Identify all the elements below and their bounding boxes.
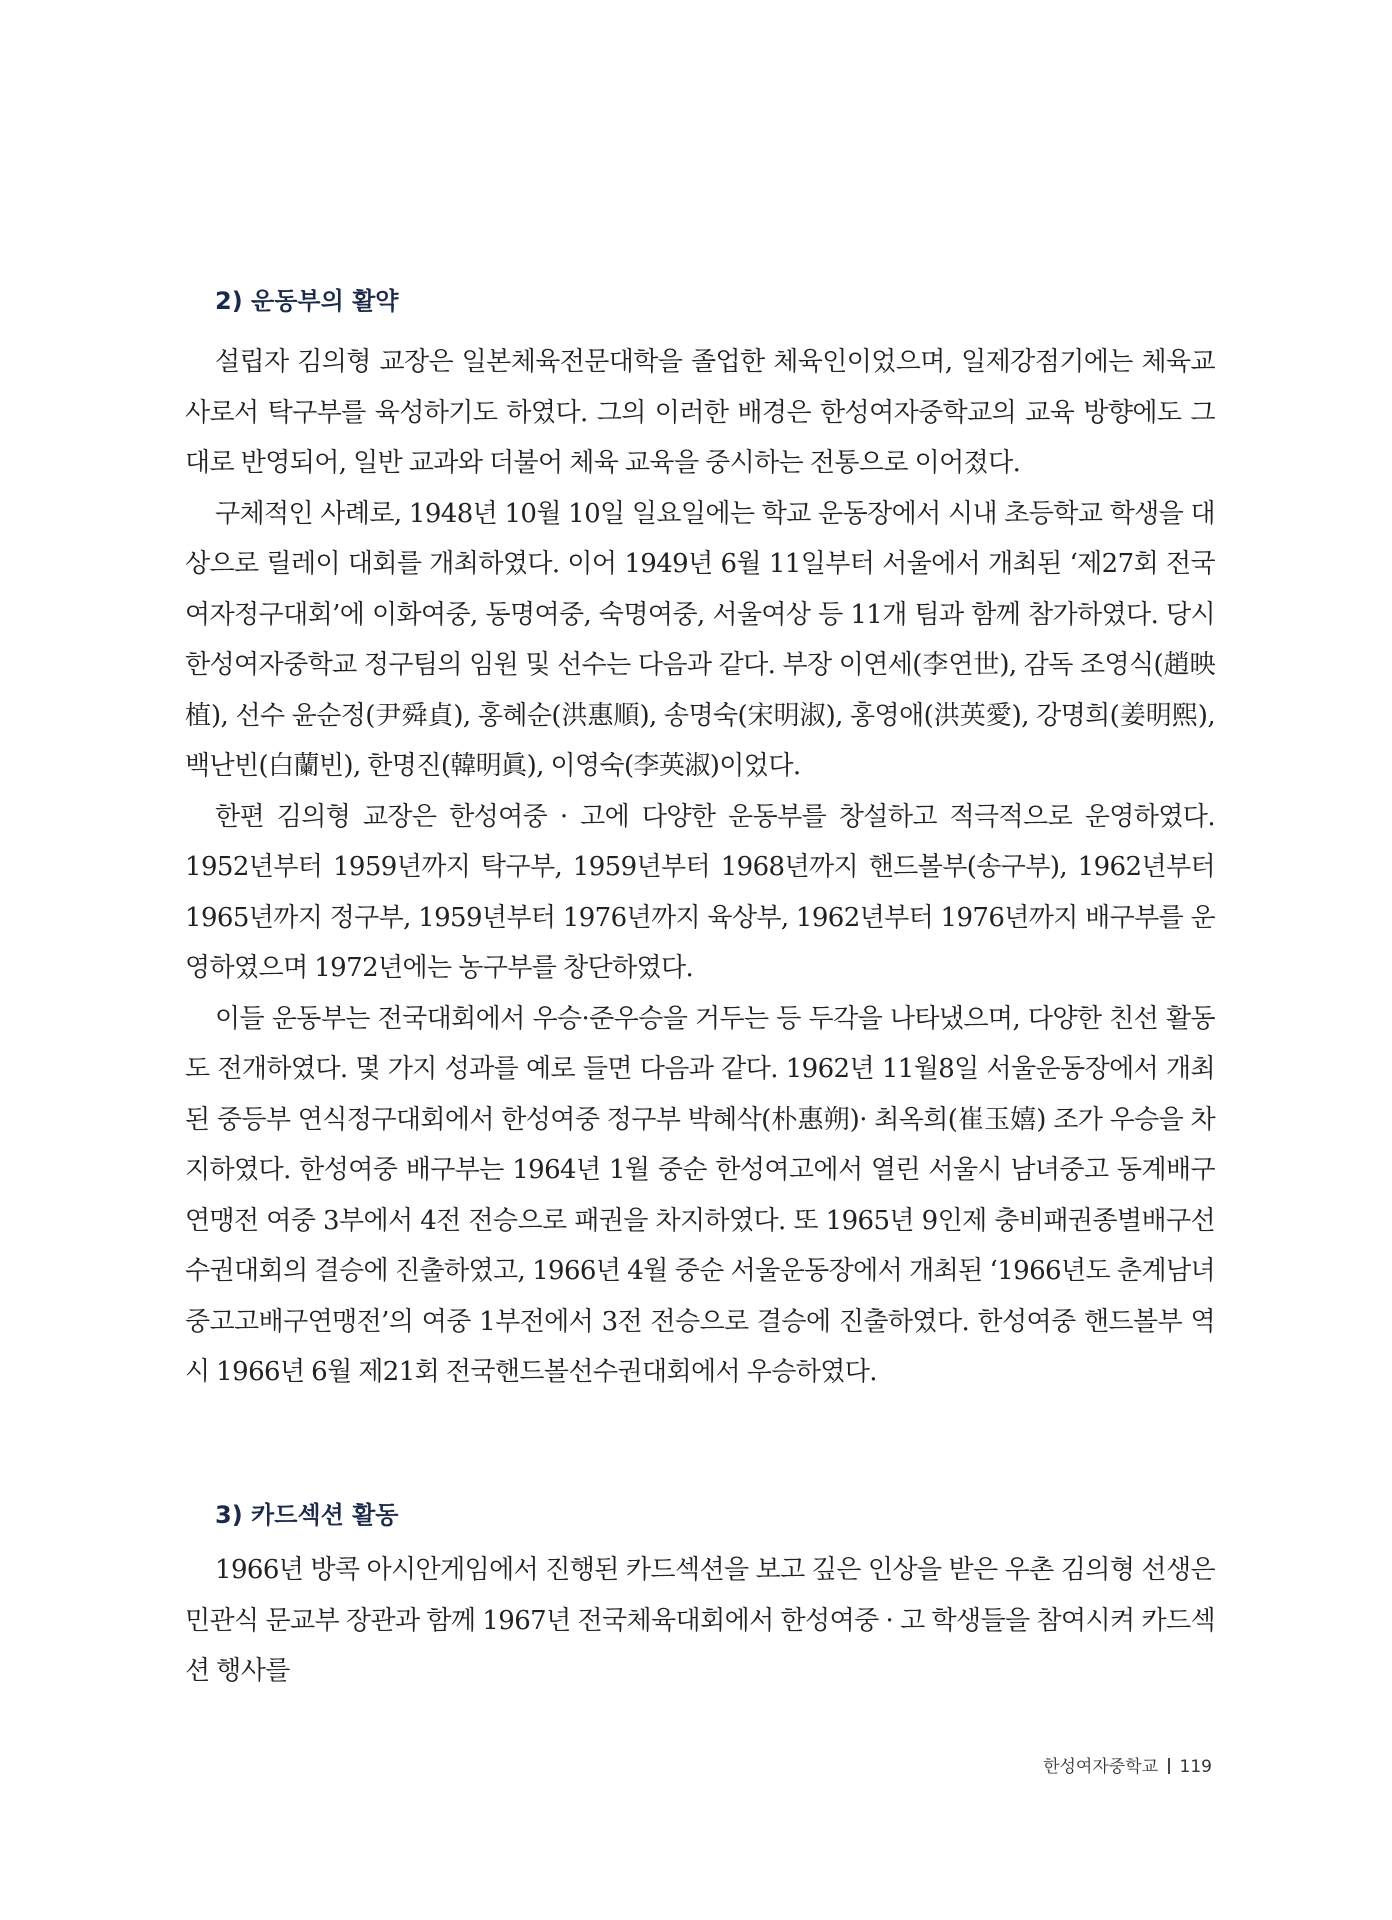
footer-school-name: 한성여자중학교: [1043, 1757, 1159, 1777]
paragraph: 1966년 방콕 아시안게임에서 진행된 카드섹션을 보고 깊은 인상을 받은 우촌 김의형 선생은 민관식 문교부 장관과 함께 1967년 전국체육대회에서 한성여중 · 고 학생들을 참여시켜 카드섹션 행사를: [185, 1555, 1215, 1686]
section-body-sports-clubs: [185, 337, 1215, 1398]
page-footer: [1043, 1755, 1212, 1779]
document-page: [185, 0, 1215, 1920]
paragraph: 이들 운동부는 전국대회에서 우승·준우승을 거두는 등 두각을 나타냈으며, 다양한 친선 활동도 전개하였다. 몇 가지 성과를 예로 들면 다음과 같다. 1962년 11월8일 서울운동장에서 개최된 중등부 연식정구대회에서 한성여중 정구부 박혜삭(朴惠朔)· 최옥희(崔玉嬉) 조가 우승을 차지하였다. 한성여중 배구부는 1964년 1월 중순 한성여고에서 열린 서울시 남녀중고 동계배구 연맹전 여중 3부에서 4전 전승으로 패권을 차지하였다. 또 1965년 9인제 충비패권종별배구선수권대회의 결승에 진출하였고, 1966년 4월 중순 서울운동장에서 개최된 ‘1966년도 춘계남녀중고고배구연맹전’의 여중 1부전에서 3전 전승으로 결승에 진출하였다. 한성여중 핸드볼부 역시 1966년 6월 제21회 전국핸드볼선수권대회에서 우승하였다.: [185, 1003, 1215, 1387]
footer-separator: [1168, 1758, 1170, 1774]
paragraph: 구체적인 사례로, 1948년 10월 10일 일요일에는 학교 운동장에서 시내 초등학교 학생을 대상으로 릴레이 대회를 개최하였다. 이어 1949년 6월 11일부터 서울에서 개최된 ‘제27회 전국여자정구대회’에 이화여중, 동명여중, 숙명여중, 서울여상 등 11개 팀과 함께 참가하였다. 당시 한성여자중학교 정구팀의 임원 및 선수는 다음과 같다. 부장 이연세(李연世), 감독 조영식(趙映植), 선수 윤순정(尹舜貞), 홍혜순(洪惠順), 송명숙(宋明淑), 홍영애(洪英愛), 강명희(姜明熙), 백난빈(白蘭빈), 한명진(韓明眞), 이영숙(李英淑)이었다.: [185, 498, 1215, 781]
paragraph: 한편 김의형 교장은 한성여중 · 고에 다양한 운동부를 창설하고 적극적으로 운영하였다. 1952년부터 1959년까지 탁구부, 1959년부터 1968년까지 핸드볼부(송구부), 1962년부터 1965년까지 정구부, 1959년부터 1976년까지 육상부, 1962년부터 1976년까지 배구부를 운영하였으며 1972년에는 농구부를 창단하였다.: [185, 801, 1215, 983]
section-body-card-section: [185, 1545, 1215, 1697]
section-heading-card-section: 3) 카드섹션 활동: [215, 1501, 399, 1529]
section-heading-sports-clubs: 2) 운동부의 활약: [215, 287, 399, 315]
page-number: 119: [1179, 1757, 1212, 1777]
paragraph: 설립자 김의형 교장은 일본체육전문대학을 졸업한 체육인이었으며, 일제강점기에는 체육교사로서 탁구부를 육성하기도 하였다. 그의 이러한 배경은 한성여자중학교의 교육 방향에도 그대로 반영되어, 일반 교과와 더불어 체육 교육을 중시하는 전통으로 이어졌다.: [185, 347, 1215, 478]
